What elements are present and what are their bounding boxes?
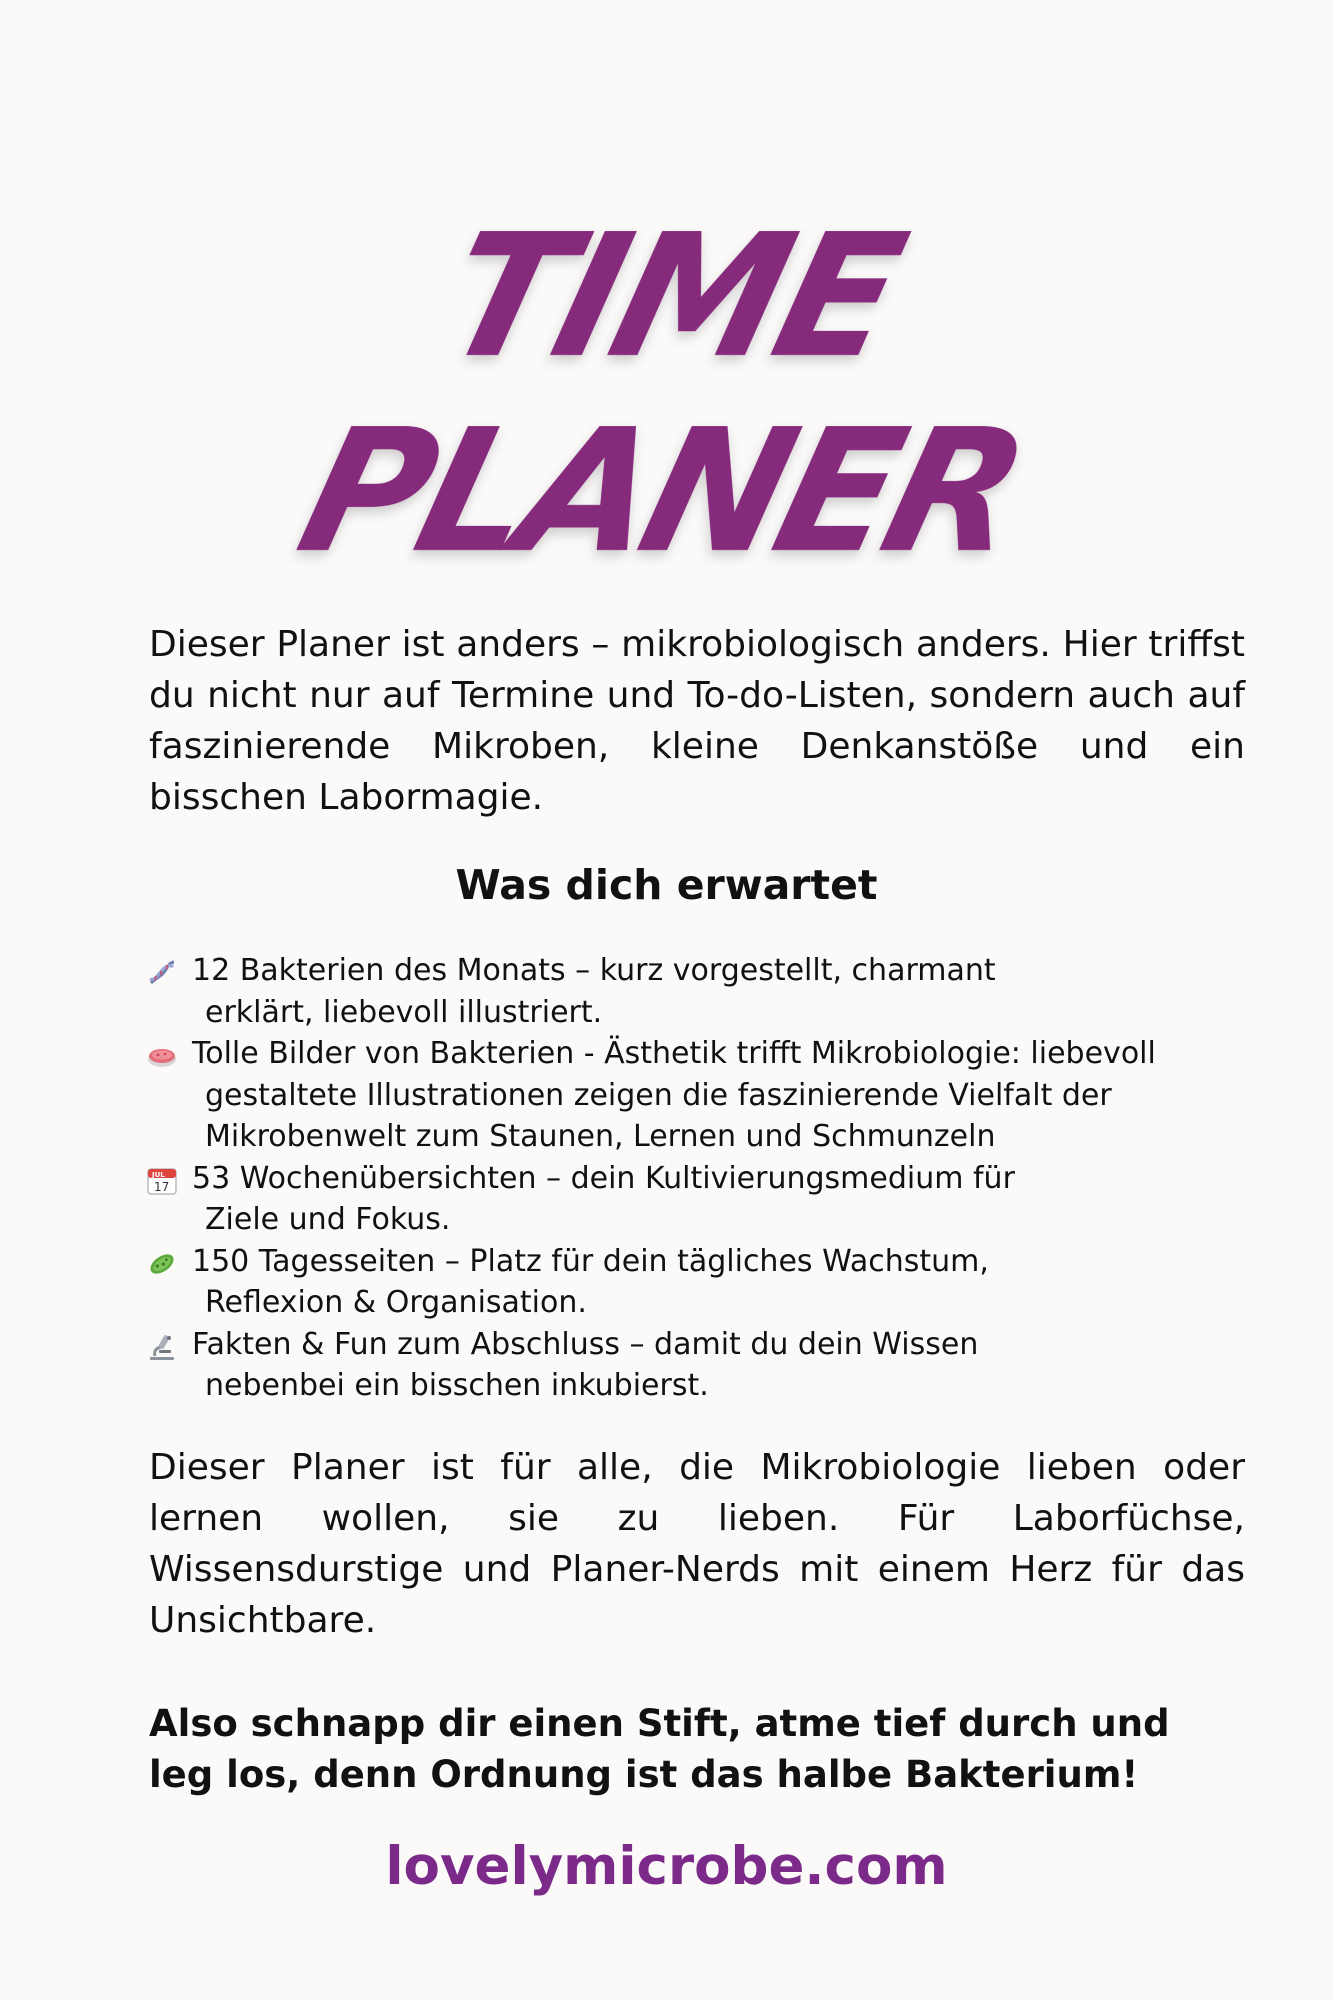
- calendar-month-text: JUL: [152, 1170, 165, 1179]
- calendar-icon: [147, 1165, 177, 1193]
- logo-brush-lettering: [282, 197, 1040, 591]
- feature-text: 12 Bakterien des Monats – kurz vorgestellt, charmant: [192, 953, 996, 988]
- website-link[interactable]: lovelymicrobe.com: [385, 1836, 948, 1897]
- logo-line-planer: PLANER: [282, 392, 1038, 591]
- time-planer-logo: [282, 197, 1040, 591]
- feature-list: [147, 950, 1257, 1407]
- feature-text-continued: erklärt, liebevoll illustriert.: [205, 994, 603, 1030]
- microscope-icon: [147, 1331, 177, 1359]
- feature-text: 150 Tagesseiten – Platz für dein tägliches Wachstum,: [192, 1243, 989, 1279]
- feature-item: [147, 1324, 1257, 1407]
- feature-item: [147, 950, 1257, 1033]
- feature-text-continued: Reflexion & Organisation.: [205, 1285, 587, 1320]
- intro-paragraph: Dieser Planer ist anders – mikrobiologisch anders. Hier triffst du nicht nur auf Termine und To-do-Listen, sondern auch auf faszinierende Mikroben, kleine Denkanstöße und ein bisschen Labormagie.: [149, 624, 1245, 818]
- feature-text-continued: gestaltete Illustrationen zeigen die faszinierende Vielfalt der: [205, 1077, 1112, 1113]
- microbe-icon: [147, 1248, 177, 1276]
- call-to-action: Also schnapp dir einen Stift, atme tief durch und leg los, denn Ordnung ist das halbe Bakterium!: [149, 1702, 1170, 1796]
- audience-paragraph: Dieser Planer ist für alle, die Mikrobiologie lieben oder lernen wollen, sie zu lieben. Für Laborfüchse, Wissensdurstige und Planer-Nerds mit einem Herz für das Unsichtbare.: [149, 1447, 1245, 1641]
- feature-text: 53 Wochenübersichten – dein Kultivierungsmedium für: [192, 1160, 1015, 1196]
- dna-icon: [147, 957, 177, 985]
- feature-text: Fakten & Fun zum Abschluss – damit du dein Wissen: [192, 1326, 979, 1362]
- feature-text-continued: nebenbei ein bisschen inkubierst.: [205, 1368, 709, 1403]
- petri-dish-icon: [147, 1040, 177, 1068]
- feature-item: [147, 1241, 1257, 1324]
- logo-line-time: TIME: [426, 197, 917, 396]
- feature-item: [147, 1033, 1257, 1158]
- section-heading: Was dich erwartet: [455, 861, 878, 909]
- calendar-day-text: 17: [154, 1179, 170, 1194]
- feature-item: [147, 1158, 1257, 1241]
- feature-text-continued: Ziele und Fokus.: [205, 1202, 451, 1237]
- feature-text-continued: Mikrobenwelt zum Staunen, Lernen und Schmunzeln: [205, 1119, 996, 1154]
- feature-text: Tolle Bilder von Bakterien - Ästhetik trifft Mikrobiologie: liebevoll: [192, 1036, 1156, 1071]
